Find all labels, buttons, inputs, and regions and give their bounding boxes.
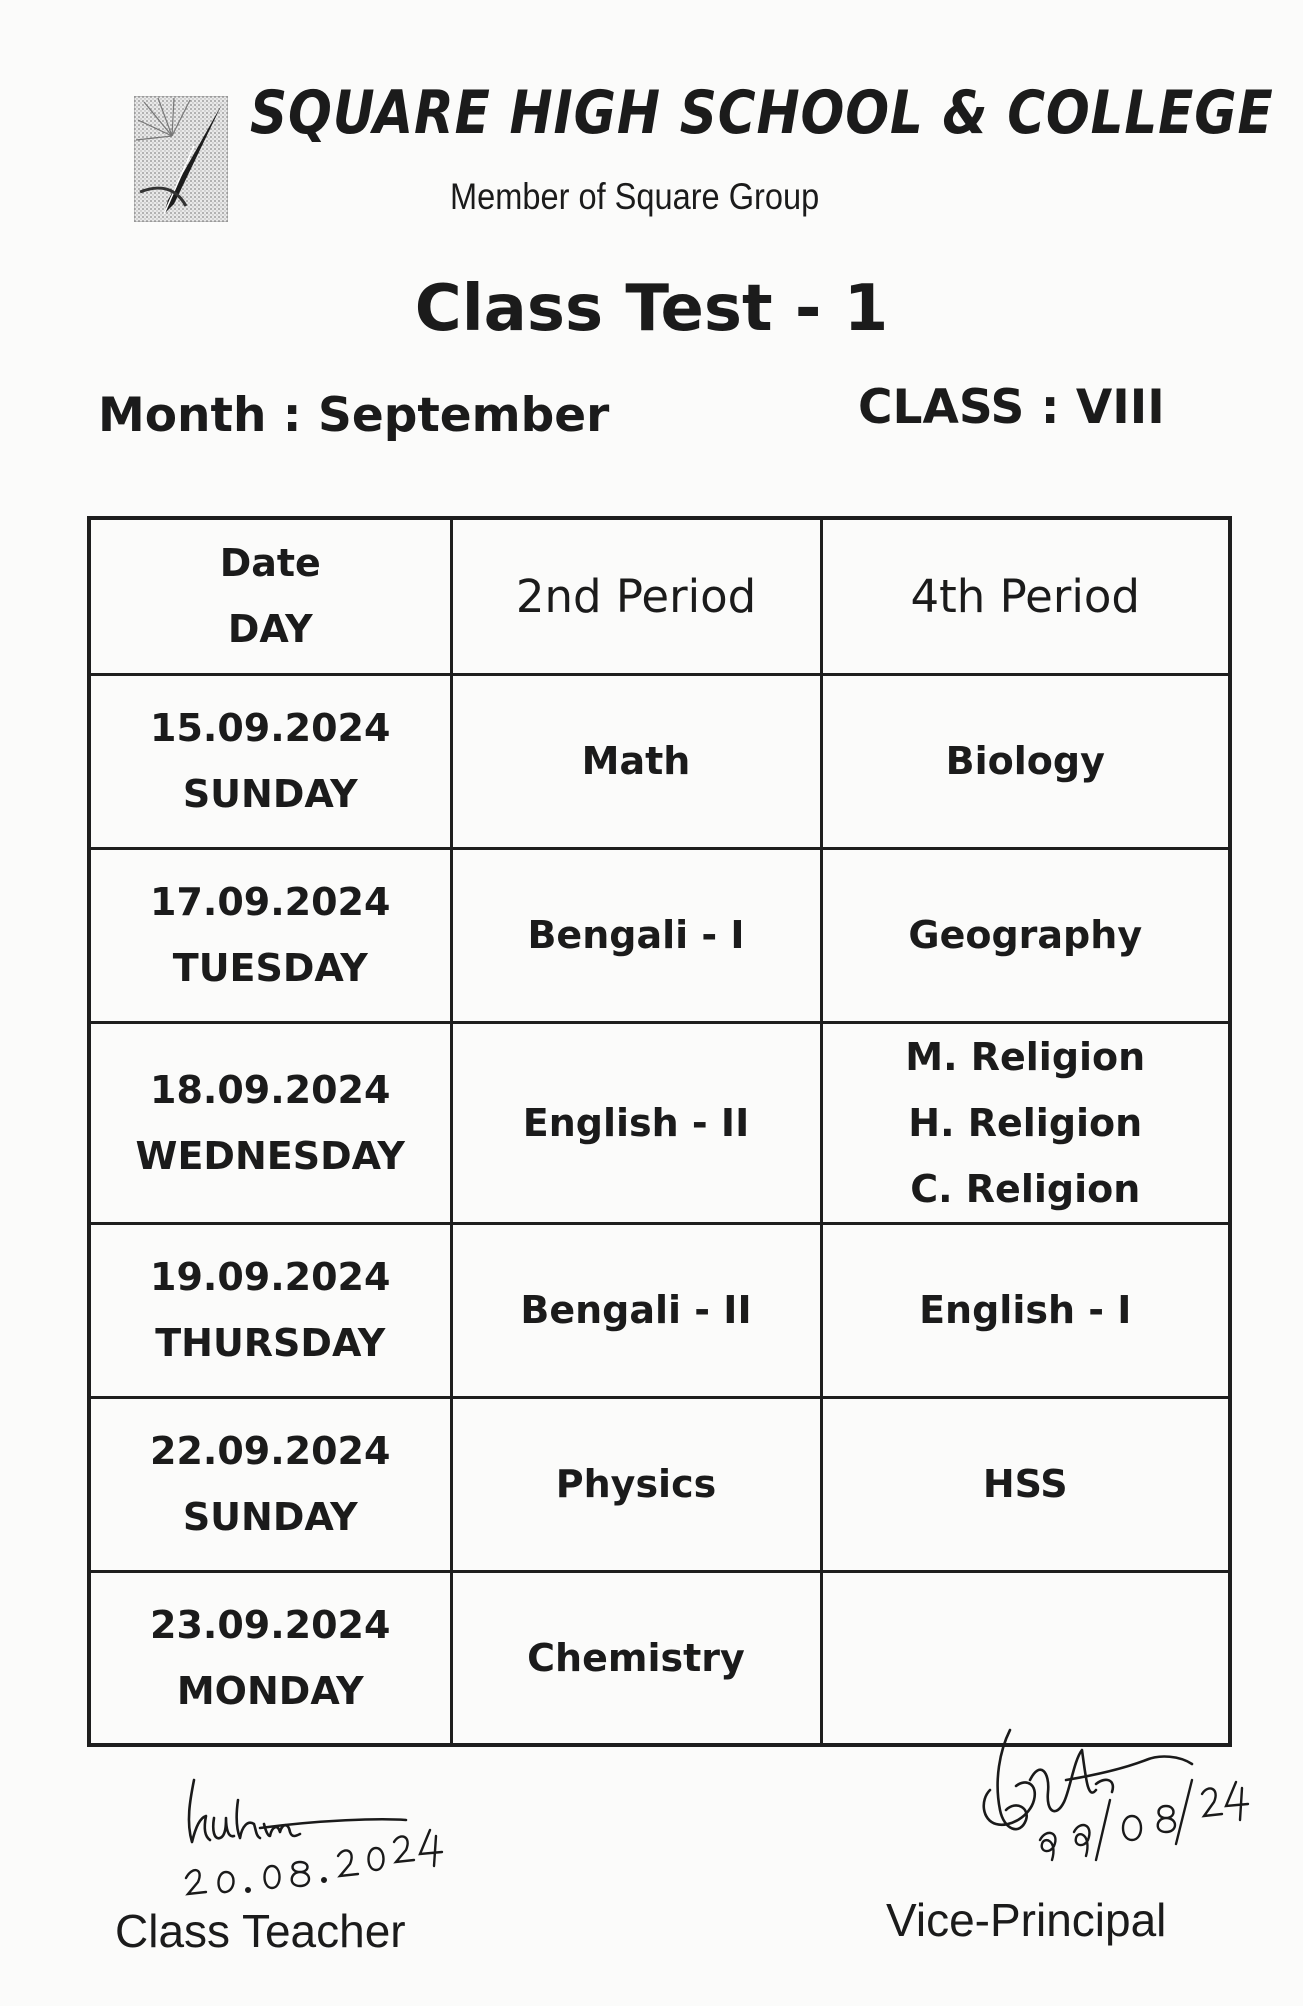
- period2-cell: [451, 1022, 821, 1223]
- class-teacher-caption: Class Teacher: [115, 1905, 406, 1957]
- row-date: 23.09.2024: [150, 1602, 391, 1647]
- row-day: WEDNESDAY: [135, 1133, 405, 1178]
- date-cell: [89, 1223, 451, 1397]
- period4-cell: [821, 1223, 1230, 1397]
- period2-subject: Physics: [555, 1462, 717, 1506]
- period4-cell: [821, 848, 1230, 1022]
- period2-cell: [451, 848, 821, 1022]
- period2-cell: [451, 1397, 821, 1571]
- table-row: [89, 848, 1230, 1022]
- row-date: 19.09.2024: [150, 1255, 391, 1299]
- period2-cell: [451, 1223, 821, 1397]
- header-date-label: Date: [219, 541, 321, 586]
- member-line: Member of Square Group: [450, 176, 820, 217]
- period2-subject: English - II: [522, 1100, 750, 1145]
- period2-subject: Math: [581, 739, 691, 783]
- table-row: [89, 674, 1230, 848]
- period4-subject-m-religion: M. Religion: [905, 1034, 1146, 1079]
- row-date: 15.09.2024: [150, 706, 391, 750]
- date-cell: [89, 1571, 451, 1745]
- table-row: [89, 1397, 1230, 1571]
- header-day-label: DAY: [227, 607, 313, 652]
- period2-cell: [451, 1571, 821, 1745]
- header-4th-period: [821, 518, 1230, 674]
- period4-cell: [821, 1397, 1230, 1571]
- date-cell: [89, 674, 451, 848]
- table-row: [89, 1223, 1230, 1397]
- row-day: SUNDAY: [182, 1495, 358, 1539]
- period2-cell: [451, 674, 821, 848]
- period2-subject: Chemistry: [527, 1635, 745, 1680]
- period4-subject: Geography: [908, 913, 1143, 957]
- date-cell: [89, 848, 451, 1022]
- pen-nib-logo-icon: [134, 96, 228, 222]
- class-label: CLASS : VIII: [858, 380, 1165, 435]
- date-cell: [89, 1397, 451, 1571]
- header-2nd-period-label: 2nd Period: [515, 569, 757, 623]
- period4-subject: English - I: [919, 1288, 1132, 1332]
- row-day: SUNDAY: [182, 772, 358, 816]
- exam-schedule-table: [87, 516, 1232, 1747]
- period4-subject: Biology: [945, 739, 1105, 783]
- row-date: 17.09.2024: [150, 880, 391, 924]
- row-day: MONDAY: [176, 1668, 364, 1713]
- period4-cell-empty: [821, 1571, 1230, 1745]
- period4-cell: [821, 674, 1230, 848]
- page-title: Class Test - 1: [414, 272, 889, 346]
- period2-subject: Bengali - II: [520, 1288, 752, 1332]
- date-cell: [89, 1022, 451, 1223]
- period2-subject: Bengali - I: [527, 913, 745, 957]
- row-day: THURSDAY: [155, 1321, 386, 1365]
- vice-principal-signature: [970, 1720, 1250, 1880]
- header-date-day: [89, 518, 451, 674]
- vice-principal-caption: Vice-Principal: [886, 1894, 1167, 1946]
- row-date: 18.09.2024: [150, 1067, 391, 1112]
- header-2nd-period: [451, 518, 821, 674]
- class-teacher-signature: [180, 1770, 480, 1900]
- table-row: [89, 1571, 1230, 1745]
- period4-subject-h-religion: H. Religion: [908, 1100, 1143, 1145]
- period4-cell: [821, 1022, 1230, 1223]
- period4-subject-c-religion: C. Religion: [910, 1166, 1141, 1211]
- period4-subject: HSS: [982, 1462, 1068, 1506]
- school-name: SQUARE HIGH SCHOOL & COLLEGE: [250, 78, 1274, 148]
- table-row: [89, 1022, 1230, 1223]
- table-header-row: [89, 518, 1230, 674]
- month-label: Month : September: [98, 388, 610, 443]
- header-4th-period-label: 4th Period: [910, 569, 1140, 623]
- row-day: TUESDAY: [172, 946, 368, 990]
- row-date: 22.09.2024: [150, 1429, 391, 1473]
